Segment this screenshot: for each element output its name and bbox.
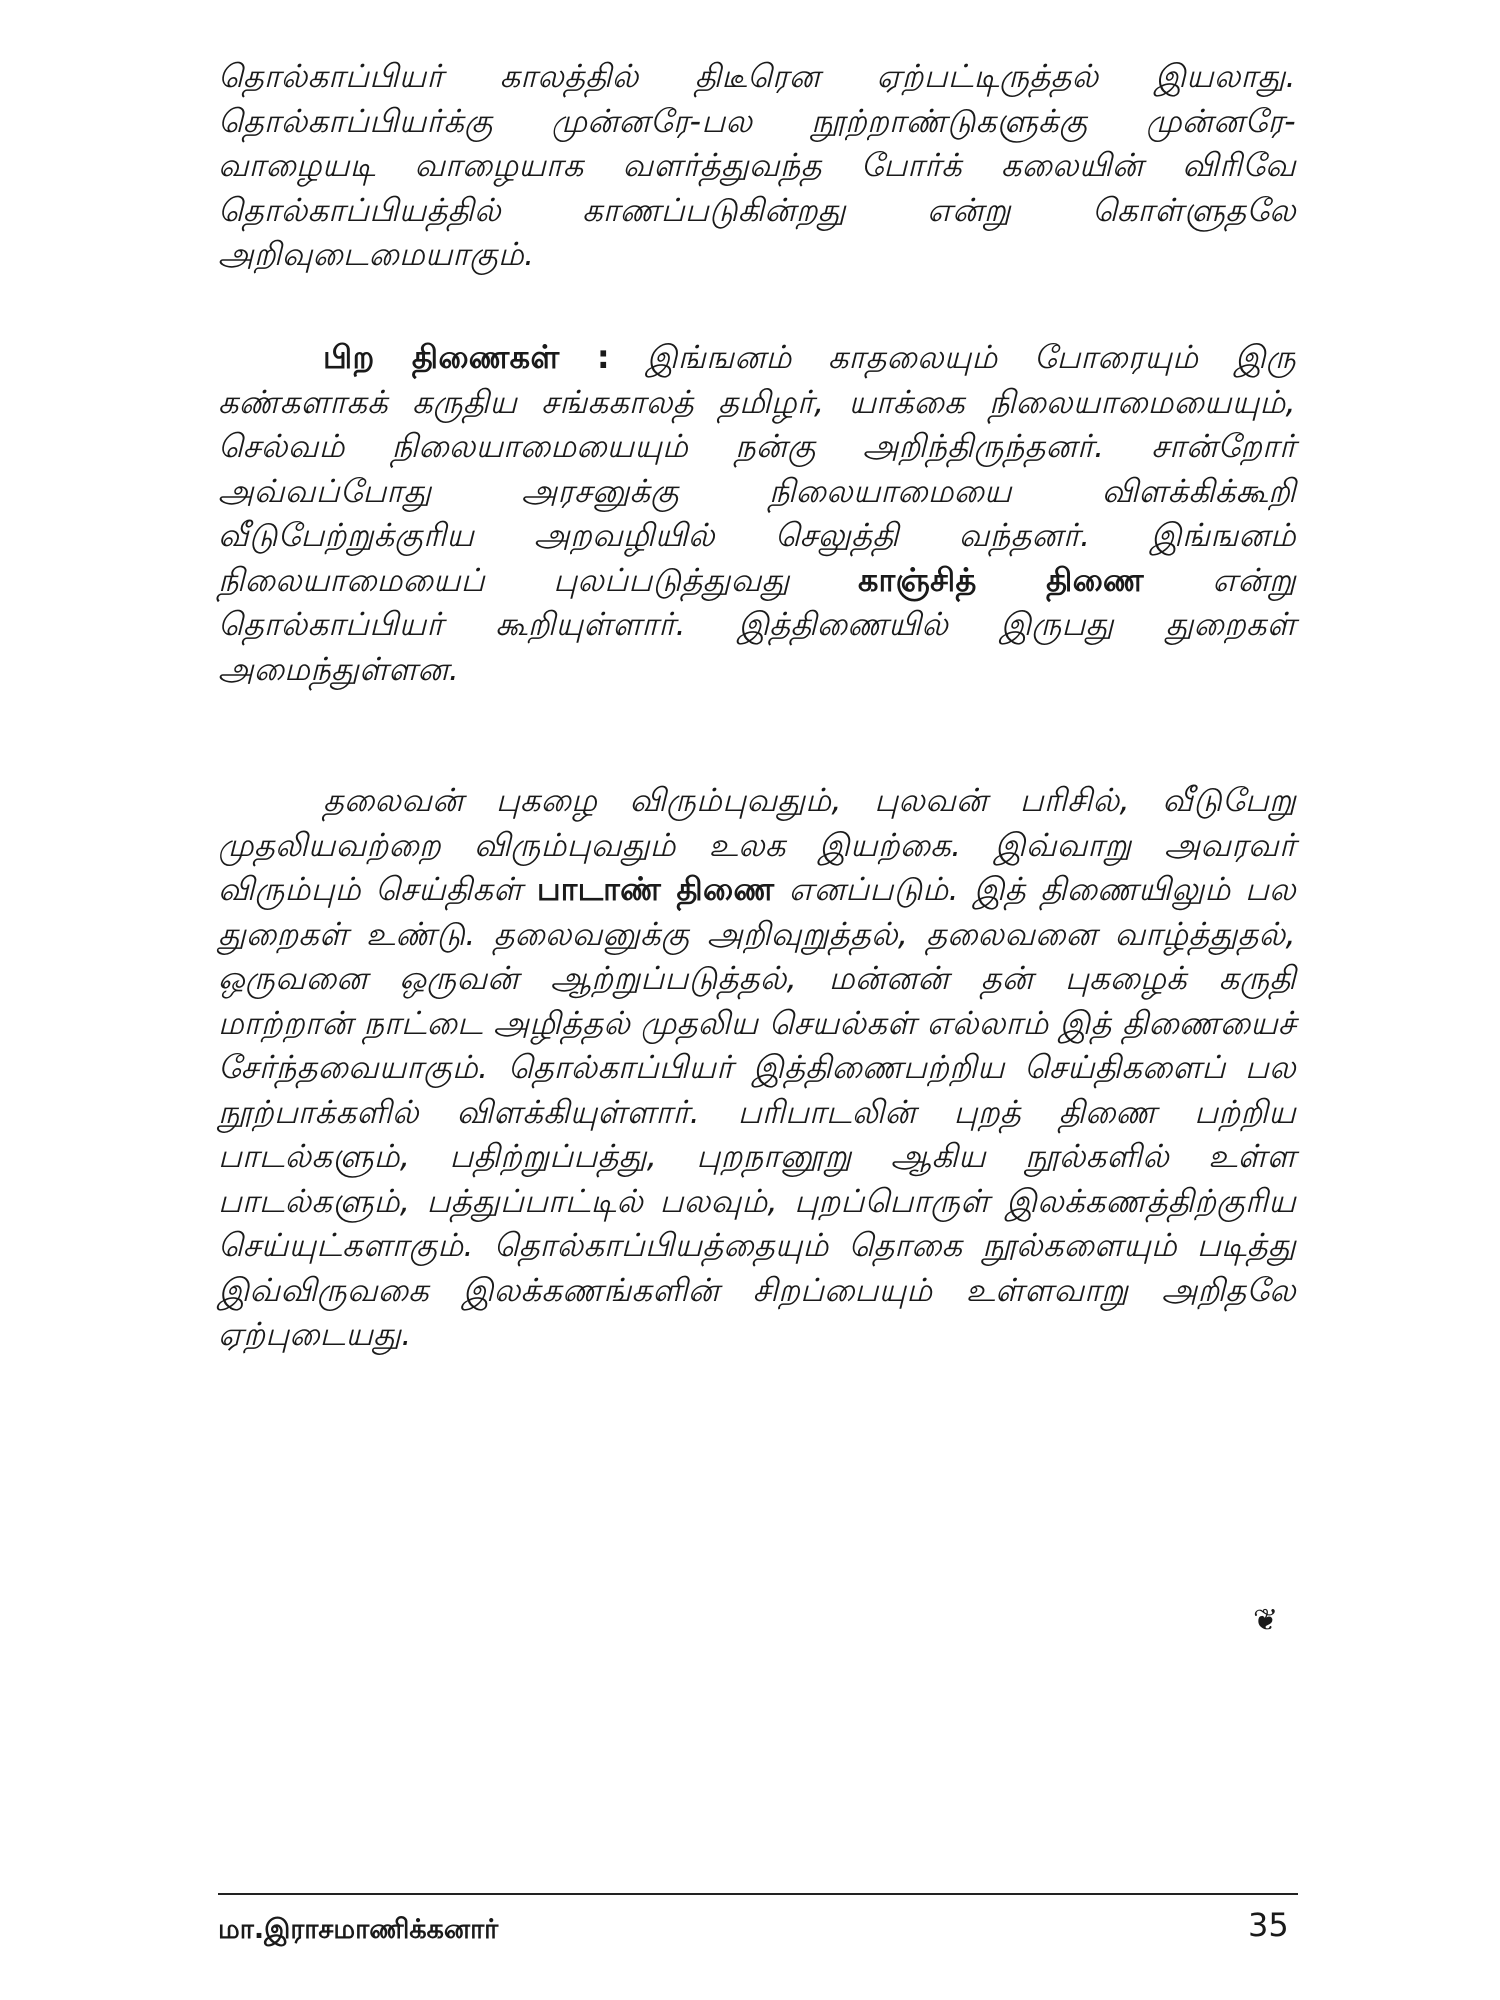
paragraph-3-text-1: தலைவன் புகழை விரும்புவதும், புலவன் பரிசில், வீடுபேறு முதலியவற்றை விரும்புவதும் உலக இயற்கை. இவ்வாறு அவரவர் விரும்பும் செய்திகள் (218, 781, 1296, 908)
paragraph-3 (218, 778, 1296, 1357)
paragraph-2-body (218, 335, 1296, 691)
paragraph-3-body (218, 778, 1296, 1357)
paragraph-2-text-1: இங்ஙனம் காதலையும் போரையும் இரு கண்களாகக் கருதிய சங்ககாலத் தமிழர், யாக்கை நிலையாமையையும், செல்வம் நிலையாமையையும் நன்கு அறிந்திருந்தனர். சான்றோர் அவ்வப்போது அரசனுக்கு நிலையாமையை விளக்கிக்கூறி வீடுபேற்றுக்குரிய அறவழியில் செலுத்தி வந்தனர். இங்ஙனம் நிலையாமையைப் புலப்படுத்துவது (218, 338, 1297, 599)
footer-divider (218, 1893, 1298, 1895)
term-paadaan-thinai: பாடாண் திணை (536, 870, 775, 908)
term-kanchi-thinai: காஞ்சித் திணை (857, 560, 1144, 599)
fleuron-ornament-icon: ❦ (1253, 1603, 1279, 1638)
section-heading-other-thinais: பிற திணைகள் : (323, 338, 610, 376)
page-number: 35 (1248, 1906, 1289, 1944)
paragraph-1-text: தொல்காப்பியர் காலத்தில் திடீரென ஏற்பட்டிருத்தல் இயலாது. தொல்காப்பியர்க்கு முன்னரே-பல நூற்றாண்டுகளுக்கு முன்னரே-வாழையடி வாழையாக வளர்த்துவந்த போர்க் கலையின் விரிவே தொல்காப்பியத்தில் காணப்படுகின்றது என்று கொள்ளுதலே அறிவுடைமையாகும். (218, 57, 1296, 273)
paragraph-1 (218, 54, 1296, 277)
footer-author-name: மா.இராசமாணிக்கனார் (218, 1914, 499, 1945)
paragraph-2-text-2: என்று தொல்காப்பியர் கூறியுள்ளார். இத்திணையில் இருபது துறைகள் அமைந்துள்ளன. (218, 560, 1296, 688)
paragraph-2 (218, 335, 1296, 691)
paragraph-3-text-2: எனப்படும். இத் திணையிலும் பல துறைகள் உண்டு. தலைவனுக்கு அறிவுறுத்தல், தலைவனை வாழ்த்துதல், ஒருவனை ஒருவன் ஆற்றுப்படுத்தல், மன்னன் தன் புகழைக் கருதி மாற்றான் நாட்டை அழித்தல் முதலிய செயல்கள் எல்லாம் இத் திணையைச் சேர்ந்தவையாகும். தொல்காப்பியர் இத்திணைபற்றிய செய்திகளைப் பல நூற்பாக்களில் விளக்கியுள்ளார். பரிபாடலின் புறத் திணை பற்றிய பாடல்களும், பதிற்றுப்பத்து, புறநானூறு ஆகிய நூல்களில் உள்ள பாடல்களும், பத்துப்பாட்டில் பலவும், புறப்பொருள் இலக்கணத்திற்குரிய செய்யுட்களாகும். தொல்காப்பியத்தையும் தொகை நூல்களையும் படித்து இவ்விருவகை இலக்கணங்களின் சிறப்பையும் உள்ளவாறு அறிதலே ஏற்புடையது. (218, 870, 1296, 1353)
